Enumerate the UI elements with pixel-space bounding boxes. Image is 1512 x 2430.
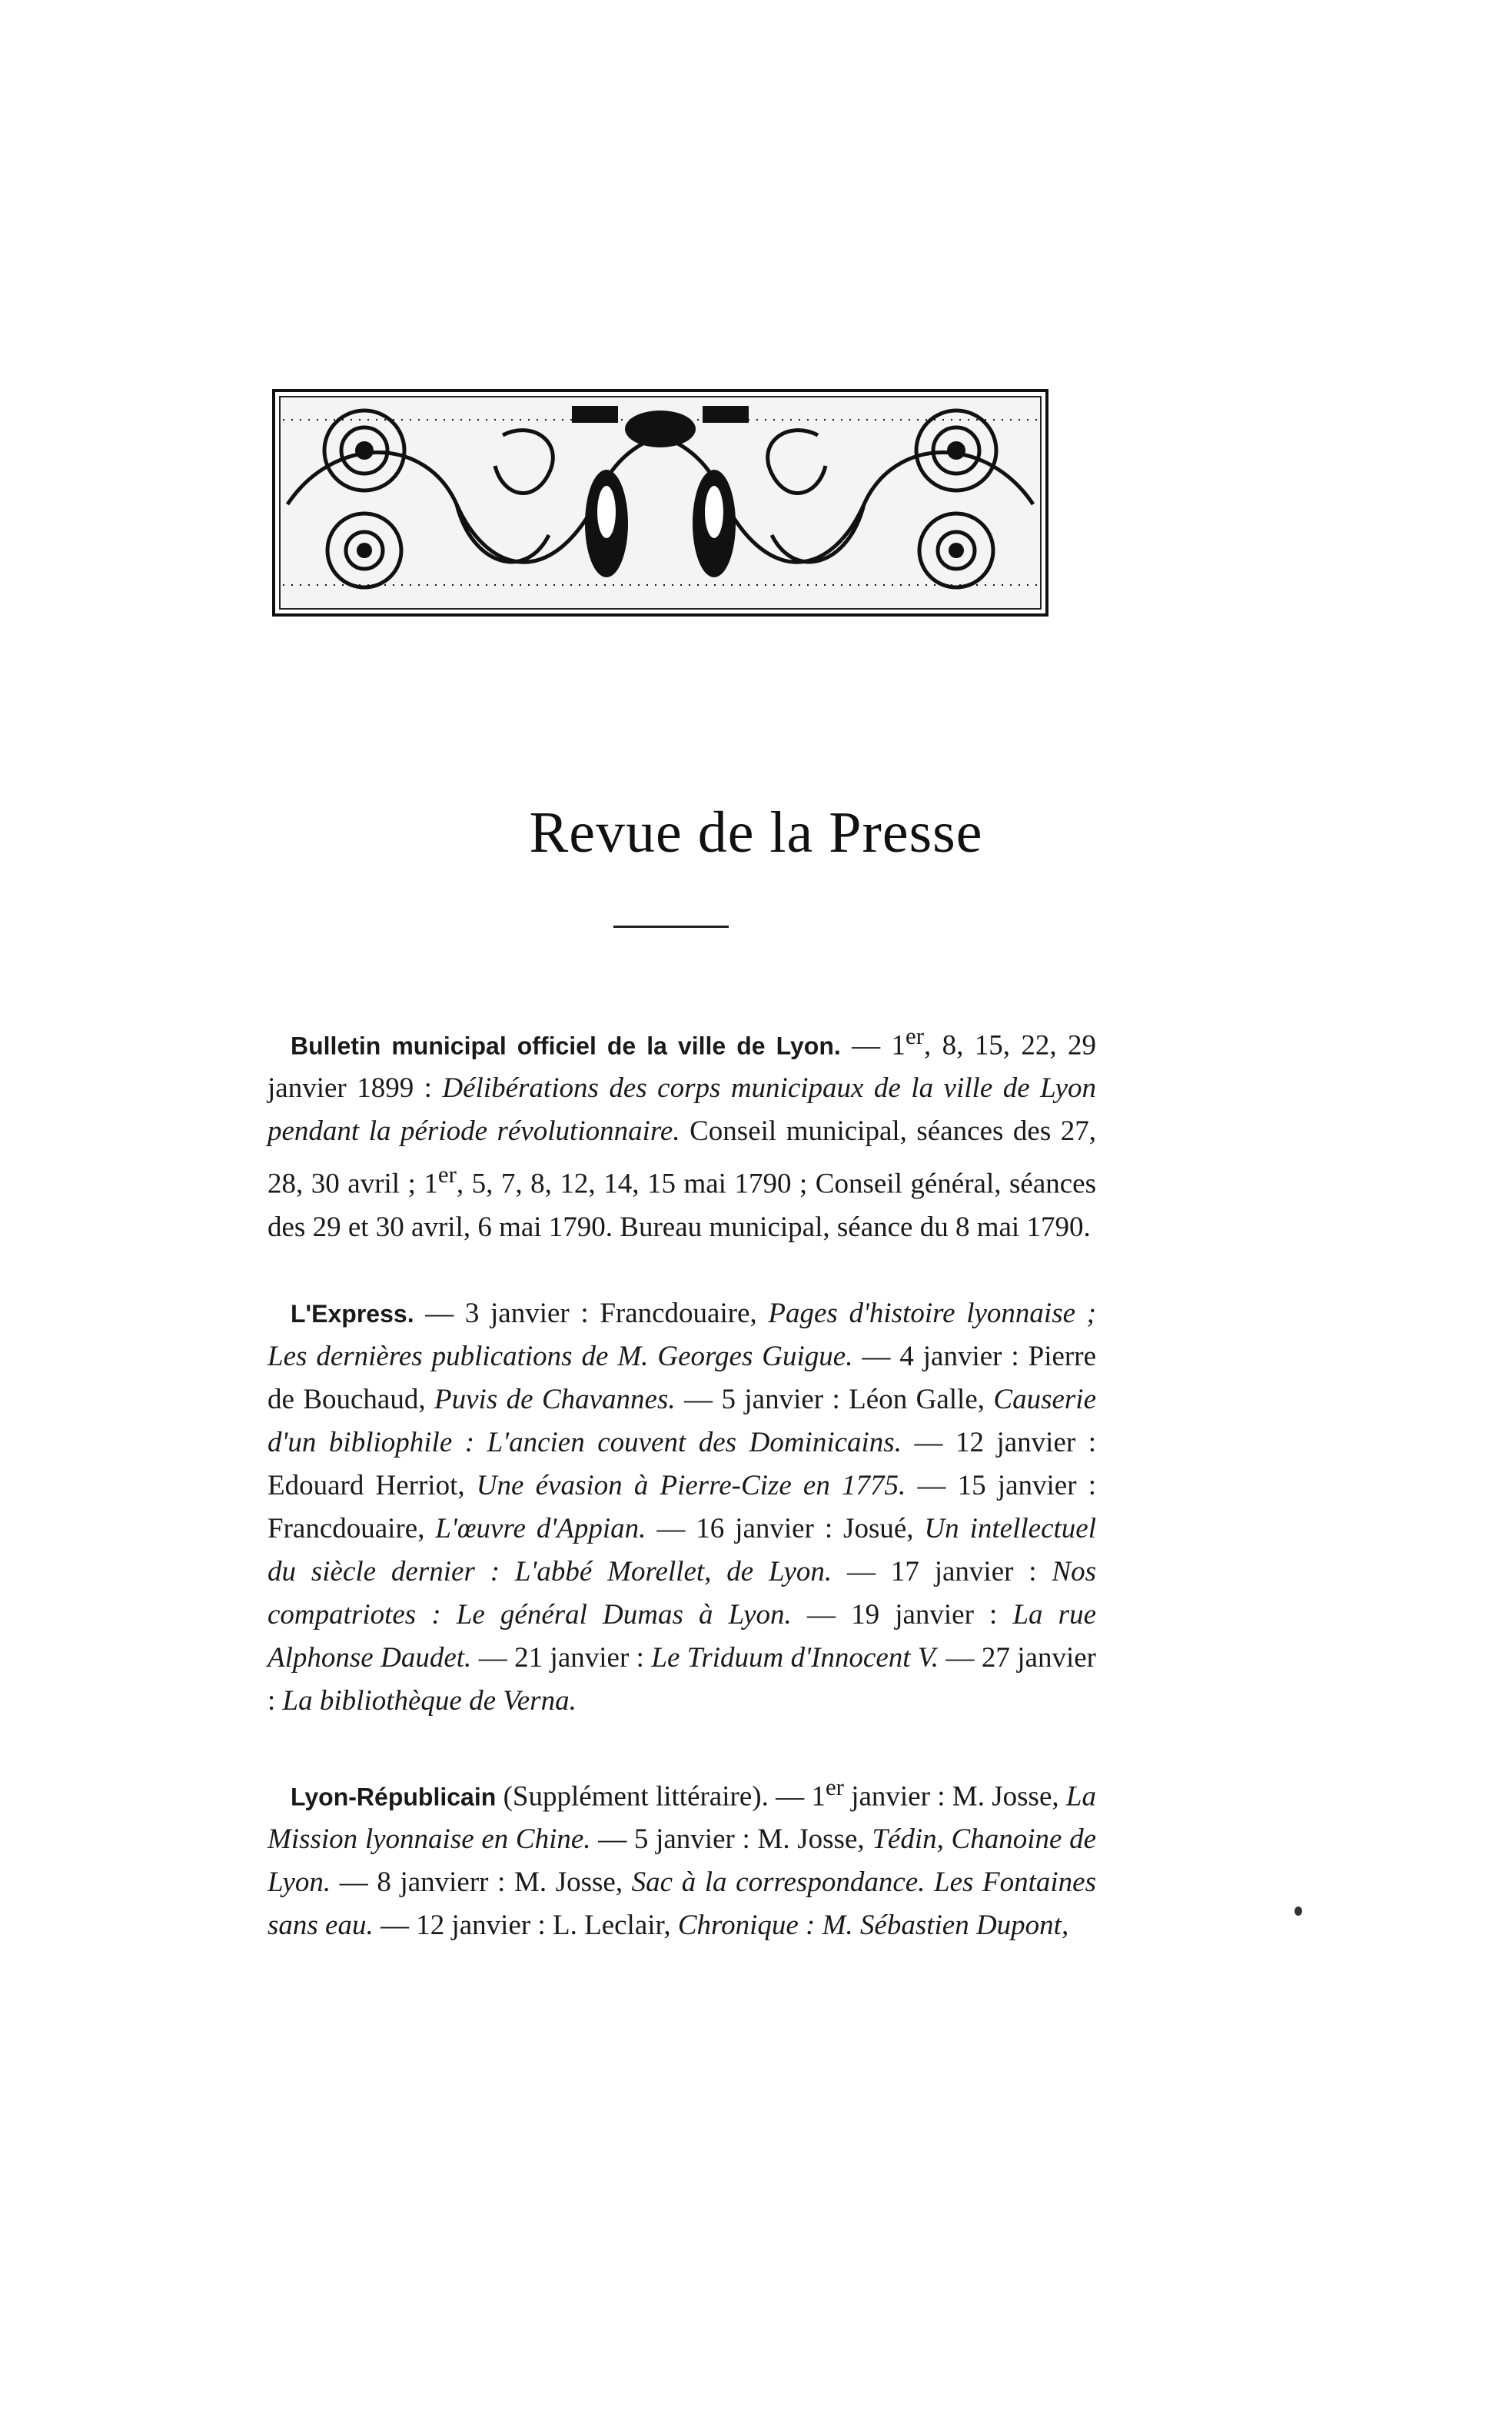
- article-title: La Mission lyonnaise en Chine.: [268, 1780, 1096, 1855]
- entry-text: — 3 janvier : Francdouaire,: [414, 1297, 769, 1329]
- page-speck: [1294, 1906, 1302, 1916]
- entry-text: , 8, 15, 22, 29 janvier 1899 :: [268, 1029, 1097, 1105]
- entry-text: — 19 janvier :: [791, 1598, 1013, 1631]
- entry-text: , 5, 7, 8, 12, 14, 15 mai 1790 ; Conseil général, séances des 29 et 30 avril, 6 mai 1790. Bureau municipal, séance du 8 mai 1790.: [268, 1168, 1096, 1243]
- press-source-name: L'Express.: [291, 1299, 414, 1328]
- article-title: Pages d'histoire lyonnaise ; Les dernières publications de M. Georges Guigue.: [268, 1297, 1096, 1372]
- ordinal-suffix: er: [437, 1162, 457, 1188]
- title-divider: [613, 926, 729, 928]
- article-title: Le Triduum d'Innocent V.: [651, 1641, 939, 1674]
- article-title: Chronique : M. Sébastien Dupont,: [677, 1909, 1069, 1941]
- entry-text: — 5 janvier : M. Josse,: [590, 1823, 872, 1855]
- article-title: Une évasion à Pierre-Cize en 1775.: [476, 1469, 906, 1501]
- article-title: Tédin, Chanoine de Lyon.: [268, 1823, 1096, 1898]
- entry-text: — 1: [840, 1029, 906, 1062]
- article-title: La rue Alphonse Daudet.: [268, 1598, 1096, 1674]
- press-source-name: Bulletin municipal officiel de la ville de Lyon.: [291, 1032, 841, 1060]
- article-title: Puvis de Chavannes.: [434, 1383, 676, 1415]
- entry-text: — 17 janvier :: [832, 1555, 1052, 1587]
- press-entry: [268, 1015, 1096, 1249]
- article-title: Délibérations des corps municipaux de la ville de Lyon pendant la période révolutionnaire.: [268, 1072, 1096, 1148]
- entry-text: — 12 janvier : Edouard Herriot,: [268, 1426, 1096, 1501]
- article-title: Sac à la correspondance. Les Fontaines sans eau.: [268, 1866, 1096, 1941]
- entry-text: — 5 janvier : Léon Galle,: [675, 1383, 994, 1415]
- entry-text: — 4 janvier : Pierre de Bouchaud,: [268, 1340, 1096, 1415]
- entry-text: — 15 janvier : Francdouaire,: [268, 1469, 1096, 1544]
- article-title: Nos compatriotes : Le général Dumas à Lyon.: [268, 1555, 1096, 1631]
- article-title: Un intellectuel du siècle dernier : L'abbé Morellet, de Lyon.: [268, 1512, 1096, 1587]
- entry-text: (Supplément littéraire). — 1: [496, 1780, 826, 1812]
- entry-text: — 21 janvier :: [471, 1641, 652, 1674]
- entry-text: — 12 janvier : L. Leclair,: [373, 1909, 678, 1941]
- ordinal-suffix: er: [906, 1023, 924, 1049]
- entry-text: Conseil municipal, séances des 27, 28, 30 avril ; 1: [268, 1115, 1096, 1200]
- article-title: La bibliothèque de Verna.: [282, 1684, 577, 1717]
- press-entry: [268, 1766, 1096, 1947]
- entry-text: janvier : M. Josse,: [843, 1780, 1066, 1812]
- article-title: Causerie d'un bibliophile : L'ancien couvent des Dominicains.: [268, 1383, 1097, 1458]
- article-title: L'œuvre d'Appian.: [435, 1512, 646, 1544]
- press-source-name: Lyon-Républicain: [291, 1782, 497, 1810]
- press-review-entries: [268, 1015, 1096, 1990]
- entry-text: — 8 janvierr : M. Josse,: [331, 1866, 632, 1898]
- entry-text: — 27 janvier :: [268, 1641, 1096, 1717]
- ordinal-suffix: er: [825, 1773, 844, 1800]
- decorative-headpiece-ornament: [272, 389, 1048, 617]
- press-entry: [268, 1292, 1096, 1723]
- page-title: Revue de la Presse: [529, 800, 983, 865]
- entry-text: — 16 janvier : Josué,: [646, 1512, 925, 1544]
